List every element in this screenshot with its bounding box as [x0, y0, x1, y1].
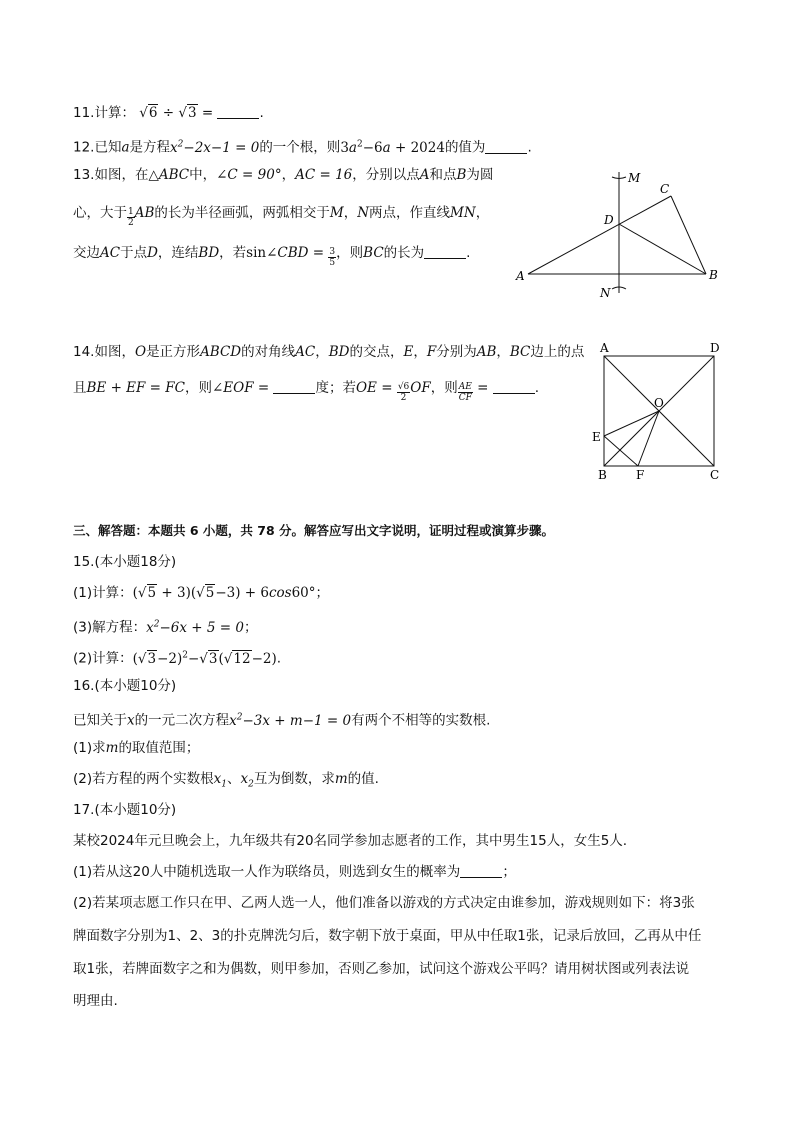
question-12: 12.已知a是方程$x^2-2x-1 = 0$的一个根，则$3a^2-6a + 2024$的值为 . [73, 139, 532, 156]
question-17-stem: 某校2024年元旦晚会上，九年级共有20名同学参加志愿者的工作，其中男生15人，女生5人. [73, 833, 628, 849]
answer-blank-angle[interactable] [273, 379, 315, 394]
question-16-part-1: (1)求m的取值范围； [73, 740, 200, 756]
label-C: C [660, 182, 670, 196]
label-B: B [598, 468, 607, 482]
label-E: E [592, 430, 601, 444]
label-O: O [654, 396, 664, 410]
question-11: 11.计算： √6 ÷ √3 = . [73, 105, 264, 121]
question-16-stem: 已知关于x的一元二次方程$x^2-3x + m-1 = 0$有两个不相等的实数根. [73, 712, 491, 729]
square-figure [590, 340, 730, 485]
question-17-head: 17.(本小题10分) [73, 802, 177, 818]
question-13-line-3: 交边AC于点D，连结BD，若sin∠CBD = $\frac{3}{5}$ ，则BC的长为 . [73, 245, 471, 268]
question-15-part-2: (2)计算：$(√3-2)^2-√3(√12-2)$. [73, 650, 282, 667]
answer-blank[interactable] [485, 139, 527, 154]
triangle-figure [508, 165, 728, 305]
section-3-heading: 三、解答题：本题共 6 小题，共 78 分。解答应写出文字说明，证明过程或演算步骤。 [73, 523, 555, 538]
label-M: M [628, 171, 641, 185]
answer-blank[interactable] [217, 104, 259, 119]
question-15-part-3: (3)解方程：$x^2-6x + 5 = 0$； [73, 619, 258, 636]
label-F: F [636, 468, 645, 482]
question-13-line-2: 心，大于 $\frac{1}{2}$ AB的长为半径画弧，两弧相交于M，N两点，作直线MN， [73, 205, 490, 228]
label-C: C [710, 468, 720, 482]
question-15-head: 15.(本小题18分) [73, 554, 177, 570]
answer-blank-ratio[interactable] [493, 379, 535, 394]
label-B: B [709, 268, 718, 282]
question-17-part-2-line-3: 取1张，若牌面数字之和为偶数，则甲参加，否则乙参加，试问这个游戏公平吗？请用树状图或列表法说 [73, 961, 690, 977]
label-D: D [710, 341, 720, 355]
question-16-head: 16.(本小题10分) [73, 678, 177, 694]
question-17-part-1: (1)若从这20人中随机选取一人作为联络员，则选到女生的概率为 ； [73, 864, 516, 880]
label-A: A [516, 269, 525, 283]
label-N: N [600, 286, 611, 300]
question-17-part-2-line-2: 牌面数字分别为1、2、3的扑克牌洗匀后，数字朝下放于桌面，甲从中任取1张，记录后放回，乙再从中任 [73, 928, 702, 944]
answer-blank[interactable] [460, 863, 502, 878]
label-A: A [600, 341, 609, 355]
question-15-part-1: (1)计算：(√5 + 3)(√5−3) + 6cos60°； [73, 585, 330, 601]
question-14-line-2: 且BE + EF = FC，则∠EOF = 度；若OE = $\frac{√6}{2}$ OF，则 $\frac{AE}{CF}$ = . [73, 380, 539, 403]
question-17-part-2-line-1: (2)若某项志愿工作只在甲、乙两人选一人，他们准备以游戏的方式决定由谁参加，游戏规则如下：将3张 [73, 895, 695, 911]
answer-blank[interactable] [424, 244, 466, 259]
question-14-line-1: 14.如图，O是正方形ABCD的对角线AC，BD的交点，E，F分别为AB，BC边上的点 [73, 344, 585, 360]
question-17-part-2-line-4: 明理由. [73, 993, 118, 1009]
label-D: D [604, 213, 614, 227]
question-16-part-2: (2)若方程的两个实数根$x_1$、$x_2$互为倒数，求m的值. [73, 771, 379, 790]
question-13-line-1: 13.如图，在△ABC中，∠C = 90°，AC = 16，分别以点A和点B为圆 [73, 167, 494, 183]
